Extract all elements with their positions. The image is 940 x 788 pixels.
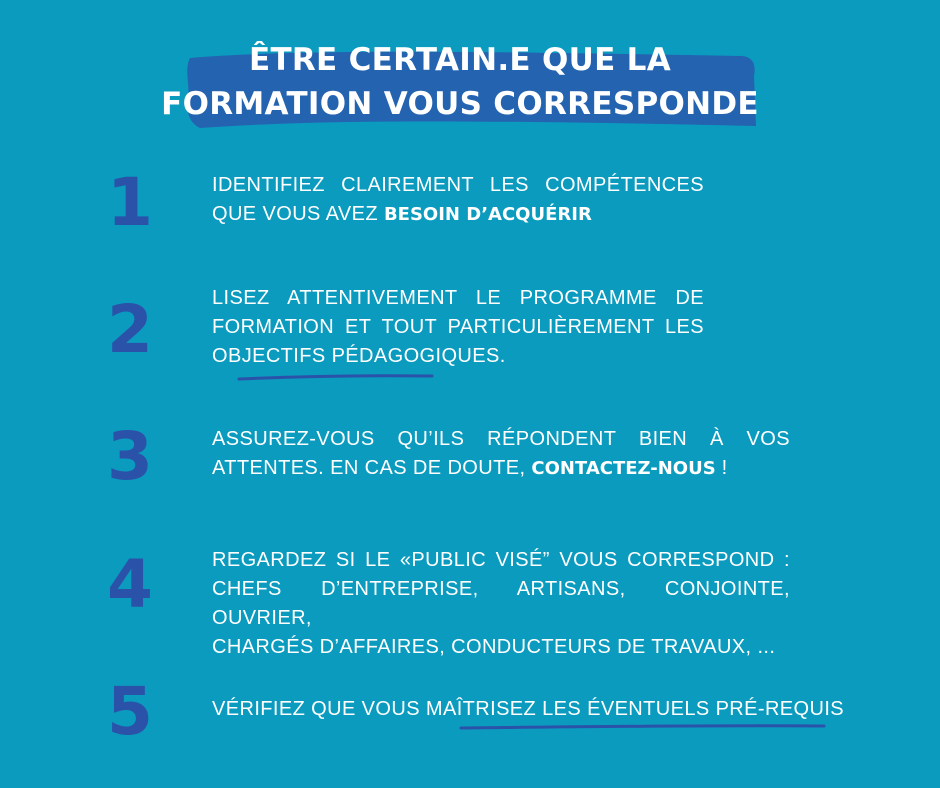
step-1-highlight: BESOIN D’ACQUÉRIR	[383, 204, 592, 225]
step-1-line-1: IDENTIFIEZ CLAIREMENT LES COMPÉTENCES	[212, 174, 704, 196]
step-1-line-2-text: QUE VOUS AVEZ	[212, 203, 384, 225]
step-text-2	[212, 284, 704, 371]
step-2-line-3: OBJECTIFS PÉDAGOGIQUES.	[212, 345, 506, 367]
step-2-line-1: LISEZ ATTENTIVEMENT LE PROGRAMME DE	[212, 287, 704, 309]
step-3-line-2-text: ATTENTES. EN CAS DE DOUTE,	[212, 457, 532, 479]
step-text-3	[212, 425, 790, 483]
step-3-line-2	[212, 454, 790, 483]
step-4-line-2: CHEFS D’ENTREPRISE, ARTISANS, CONJOINTE, OUVRIER,	[212, 578, 790, 629]
step-number-5: 5	[107, 673, 153, 750]
step-number-3: 3	[107, 418, 153, 495]
step-number-2: 2	[107, 291, 153, 368]
step-3-line-1: ASSUREZ-VOUS QU’ILS RÉPONDENT BIEN À VOS	[212, 428, 790, 450]
underline-stroke-5	[458, 719, 828, 733]
step-number-1: 1	[107, 164, 153, 241]
step-3-line-2-end: !	[715, 457, 728, 479]
page-title	[150, 38, 770, 126]
title-line-1: ÊTRE CERTAIN.E QUE LA	[248, 42, 672, 78]
step-3-highlight: CONTACTEZ-NOUS	[531, 458, 716, 479]
step-text-1	[212, 171, 704, 229]
step-number-4: 4	[107, 546, 153, 623]
underline-stroke-2	[236, 370, 436, 384]
step-4-line-3: CHARGÉS D’AFFAIRES, CONDUCTEURS DE TRAVAUX, ...	[212, 636, 776, 658]
step-5-line-1: VÉRIFIEZ QUE VOUS MAÎTRISEZ LES ÉVENTUELS PRÉ-REQUIS	[212, 698, 845, 720]
step-text-4	[212, 546, 790, 662]
title-banner	[150, 30, 790, 140]
step-1-line-2	[212, 200, 704, 229]
step-4-line-1: REGARDEZ SI LE «PUBLIC VISÉ” VOUS CORRESPOND :	[212, 549, 790, 571]
title-line-2: FORMATION VOUS CORRESPONDE	[161, 86, 759, 122]
step-2-line-2: FORMATION ET TOUT PARTICULIÈREMENT LES	[212, 316, 704, 338]
